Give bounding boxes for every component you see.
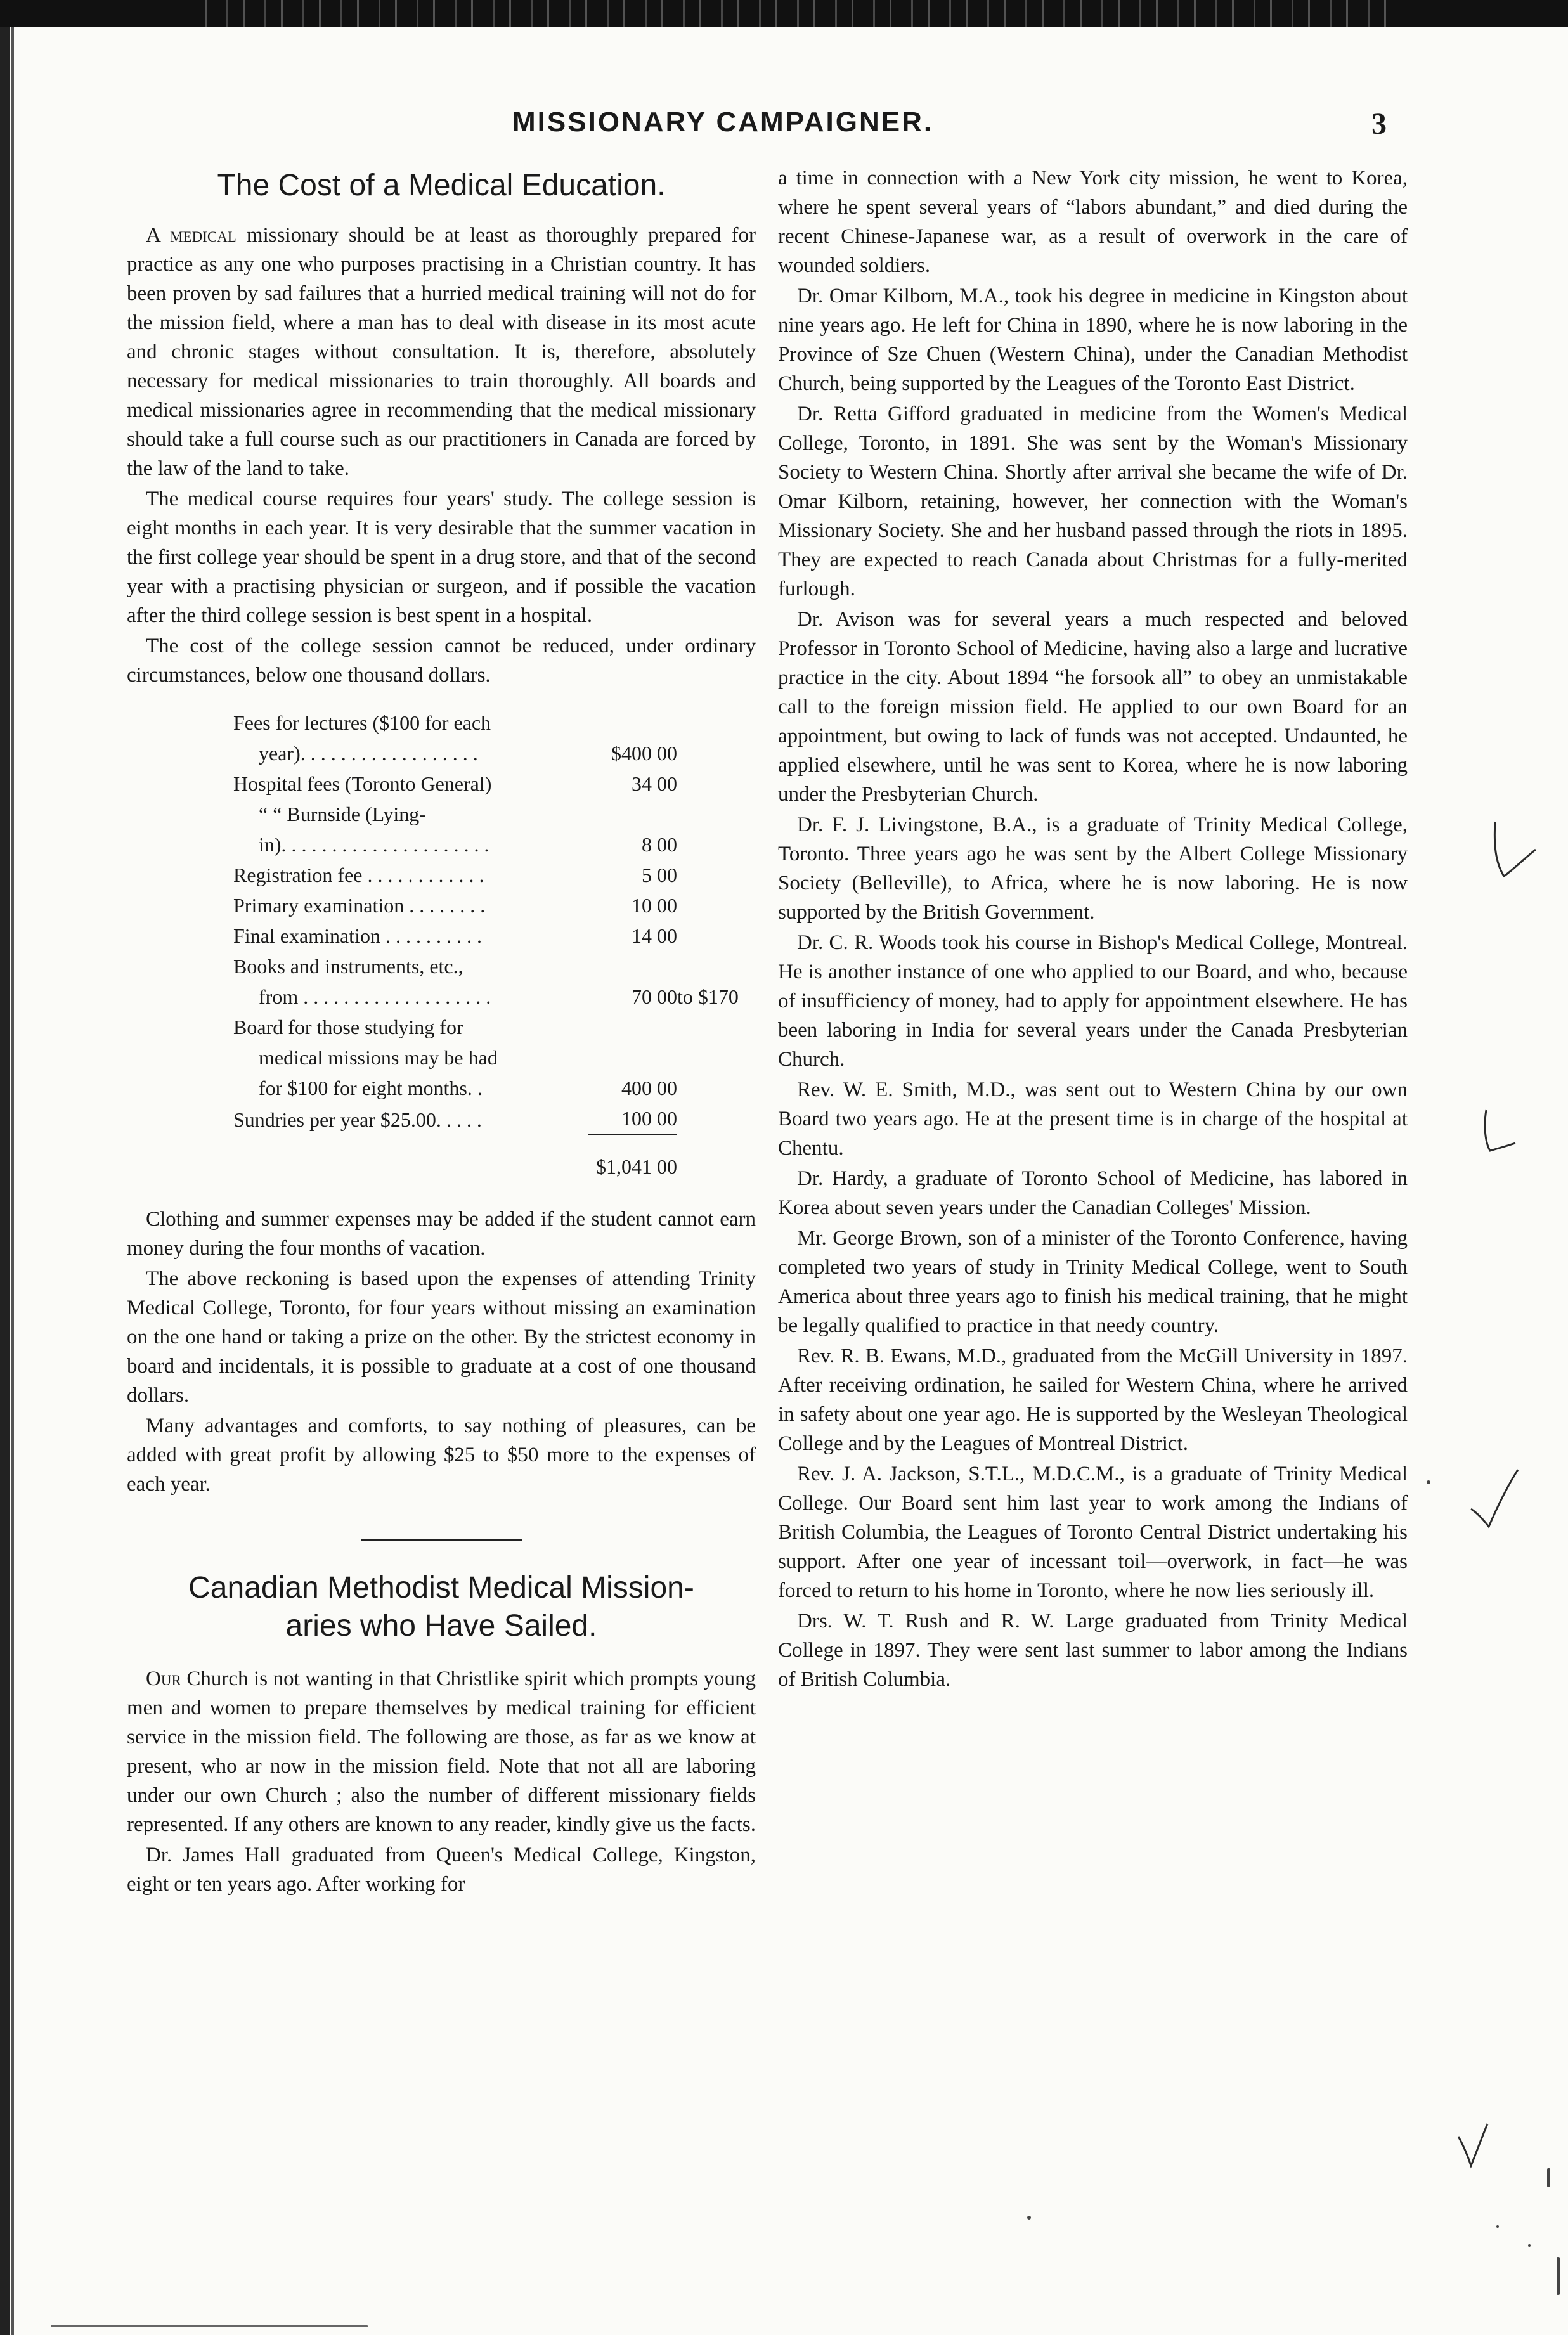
scan-speck <box>1547 2168 1550 2187</box>
fees-row <box>233 738 739 768</box>
fee-item: Final examination . . . . . . . . . . <box>233 924 482 947</box>
paragraph: Dr. James Hall graduated from Queen's Medical College, Kingston, eight or ten years ago. After working for <box>127 1843 756 1896</box>
paragraph: Rev. R. B. Ewans, M.D., graduated from the McGill University in 1897. After receiving ordination, he sailed for Western China, where he arrived in safety about one year ago. He is supported by the Wesleyan Theological College and by the Leagues of Montreal District. <box>778 1345 1408 1455</box>
handwritten-check-mark <box>1490 818 1541 888</box>
fees-row <box>233 921 739 951</box>
fee-amount: 8 00 <box>642 833 677 856</box>
top-border-speckle <box>190 0 1395 27</box>
title-line: aries who Have Sailed. <box>285 1608 597 1643</box>
paragraph: Rev. J. A. Jackson, S.T.L., M.D.C.M., is a graduate of Trinity Medical College. Our Board sent him last year to work among the Indians of British Columbia, the Leagues of Toronto Central District undertaking his support. After one year of incessant toil—overwork, in fact—he was forced to return to his home in Toronto, where he now lies seriously ill. <box>778 1463 1408 1602</box>
fee-item: medical missions may be had <box>259 1046 498 1069</box>
fees-row <box>233 1042 739 1073</box>
paragraph <box>127 221 756 483</box>
paragraph: Drs. W. T. Rush and R. W. Large graduated from Trinity Medical College in 1897. They were sent last summer to labor among the Indians of British Columbia. <box>778 1610 1408 1691</box>
scan-speck <box>1427 1480 1430 1484</box>
fees-row <box>233 860 739 890</box>
fees-row <box>233 1073 739 1103</box>
fee-item: Fees for lectures ($100 for each <box>233 711 491 734</box>
publication-title: MISSIONARY CAMPAIGNER. <box>512 107 934 138</box>
scan-speck <box>1027 2216 1031 2220</box>
fee-item: from . . . . . . . . . . . . . . . . . . . <box>259 985 491 1008</box>
fee-amount: 400 00 <box>621 1077 677 1099</box>
fee-item: year). . . . . . . . . . . . . . . . . . <box>259 742 478 765</box>
scan-speck <box>1528 2244 1531 2247</box>
fees-total: $1,041 00 <box>596 1155 677 1178</box>
left-binding-edge-inner <box>11 27 14 2335</box>
fees-row <box>233 708 739 738</box>
fee-amount: $400 00 <box>611 742 677 765</box>
fee-item: Board for those studying for <box>233 1016 463 1038</box>
fee-amount: 70 00 <box>632 985 677 1008</box>
fee-item: Hospital fees (Toronto General) <box>233 772 492 795</box>
title-line: Canadian Methodist Medical Mission- <box>188 1570 694 1605</box>
fees-row <box>233 1103 739 1135</box>
left-binding-edge <box>0 27 10 2335</box>
paragraph: Dr. Omar Kilborn, M.A., took his degree in medicine in Kingston about nine years ago. He left for China in 1890, where he is now laboring in the Province of Sze Chuen (Western China), under the Canadian Methodist Church, being supported by the Leagues of the Toronto East District. <box>778 285 1408 395</box>
handwritten-check-mark <box>1465 1465 1528 1534</box>
handwritten-check-mark <box>1452 2118 1503 2175</box>
fees-row <box>233 890 739 921</box>
paragraph: Dr. Hardy, a graduate of Toronto School of Medicine, has labored in Korea about seven years under the Canadian Colleges' Mission. <box>778 1167 1408 1219</box>
fee-range-upper: to $170 <box>677 985 739 1008</box>
right-column <box>778 164 1408 1695</box>
fees-row <box>233 768 739 799</box>
fees-total-row <box>233 1151 739 1187</box>
handwritten-check-mark <box>1477 1106 1528 1163</box>
page-number: 3 <box>1371 107 1387 141</box>
fee-item: Primary examination . . . . . . . . <box>233 894 486 917</box>
paragraph: Dr. C. R. Woods took his course in Bishop's Medical College, Montreal. He is another instance of one who applied to our Board, and who, because of insufficiency of money, had to apply for appointment elsewhere. He has been laboring in India for several years under the Canada Presbyterian Church. <box>778 931 1408 1071</box>
article-title-canadian-methodist-missionaries <box>127 1569 756 1645</box>
fee-amount: 10 00 <box>632 894 677 917</box>
scan-speck <box>1496 2225 1499 2228</box>
fees-row <box>233 951 739 981</box>
paragraph: The cost of the college session cannot be reduced, under ordinary circumstances, below one thousand dollars. <box>127 635 756 687</box>
fee-amount: 100 00 <box>621 1107 677 1130</box>
fees-row <box>233 829 739 860</box>
scan-speck <box>1557 2257 1560 2295</box>
paragraph: a time in connection with a New York city mission, he went to Korea, where he spent several years of “labors abundant,” and died during the recent Chinese-Japanese war, as a result of overwork in the care of wounded soldiers. <box>778 167 1408 277</box>
fee-item: in). . . . . . . . . . . . . . . . . . . . . <box>259 833 489 856</box>
paragraph: Many advantages and comforts, to say nothing of pleasures, can be added with great profit by allowing $25 to $50 more to the expenses of each year. <box>127 1414 756 1496</box>
paragraph: Mr. George Brown, son of a minister of the Toronto Conference, having completed two years of study in Trinity Medical College, went to South America about three years ago to finish his medical training, that he might be legally qualified to practice in that needy country. <box>778 1227 1408 1337</box>
fees-total-row <box>233 1135 739 1151</box>
paragraph-text: Church is not wanting in that Christlike spirit which prompts young men and women to prepare themselves by medical training for efficient service in the mission field. The following are those, as far as we know at present, who ar now in the mission field. Note that not all are laboring under our own Church ; also the number of different missionary fields represented. If any others are known to any reader, kindly give us the facts. <box>127 1667 756 1836</box>
fee-amount: 14 00 <box>632 924 677 947</box>
article-title-cost-of-medical-education: The Cost of a Medical Education. <box>217 169 666 202</box>
fee-item: “ “ Burnside (Lying- <box>259 803 426 825</box>
fee-item: Books and instruments, etc., <box>233 955 463 978</box>
paragraph: Dr. F. J. Livingstone, B.A., is a graduate of Trinity Medical College, Toronto. Three years ago he was sent by the Albert College Missionary Society (Belleville), to Africa, where he is now laboring. He is now supported by the British Government. <box>778 813 1408 924</box>
paragraph: Clothing and summer expenses may be added if the student cannot earn money during the four months of vacation. <box>127 1207 756 1260</box>
fees-table <box>233 708 739 1187</box>
fees-row <box>233 981 739 1012</box>
fee-item: for $100 for eight months. . <box>259 1077 483 1099</box>
paragraph: Dr. Avison was for several years a much respected and beloved Professor in Toronto School of Medicine, having also a large and lucrative practice in the city. About 1894 “he forsook all” to obey an unmistakable call to the foreign mission field. He applied to our own Board for an appointment, but owing to lack of funds was not accepted. Undaunted, he applied elsewhere, until he was sent to Korea, where he is now laboring under the Presbyterian Church. <box>778 608 1408 806</box>
fees-row <box>233 799 739 829</box>
fee-amount: 5 00 <box>642 863 677 886</box>
paragraph: Rev. W. E. Smith, M.D., was sent out to Western China by our own Board two years ago. He at the present time is in charge of the hospital at Chentu. <box>778 1078 1408 1160</box>
fee-item: Sundries per year $25.00. . . . . <box>233 1108 482 1131</box>
fees-row <box>233 1012 739 1042</box>
fee-item: Registration fee . . . . . . . . . . . . <box>233 863 484 886</box>
paragraph: The medical course requires four years' study. The college session is eight months in each year. It is very desirable that the summer vacation in the first college year should be spent in a drug store, and that of the second year with a practising physician or surgeon, and if possible the vacation after the third college session is best spent in a hospital. <box>127 488 756 627</box>
paragraph: Dr. Retta Gifford graduated in medicine from the Women's Medical College, Toronto, in 1891. She was sent by the Woman's Missionary Society to Western China. Shortly after arrival she became the wife of Dr. Omar Kilborn, retaining, however, her connection with the Woman's Missionary Society. She and her husband passed through the riots in 1895. They are expected to reach Canada about Christmas for a fully-merited furlough. <box>778 403 1408 600</box>
left-column <box>127 164 756 1900</box>
paragraph <box>127 1664 756 1839</box>
section-divider <box>361 1539 522 1541</box>
drop-lead: Our <box>146 1667 181 1690</box>
paragraph: The above reckoning is based upon the expenses of attending Trinity Medical College, Toronto, for four years without missing an examination on the one hand or taking a prize on the other. By the strictest economy in board and incidentals, it is possible to graduate at a cost of one thousand dollars. <box>127 1267 756 1407</box>
fee-amount: 34 00 <box>632 772 677 795</box>
scan-speck <box>51 2325 368 2327</box>
paragraph-text: missionary should be at least as thoroughly prepared for practice as any one who purposes practising in a Christian country. It has been proven by sad failures that a hurried medical training will not do for the mission field, where a man has to deal with disease in its most acute and chronic stages without consultation. It is, therefore, absolutely necessary for medical missionaries to train thoroughly. All boards and medical missionaries agree in recommending that the medical missionary should take a full course such as our practitioners in Canada are forced by the law of the land to take. <box>127 224 756 480</box>
drop-lead: A medical <box>146 224 236 247</box>
